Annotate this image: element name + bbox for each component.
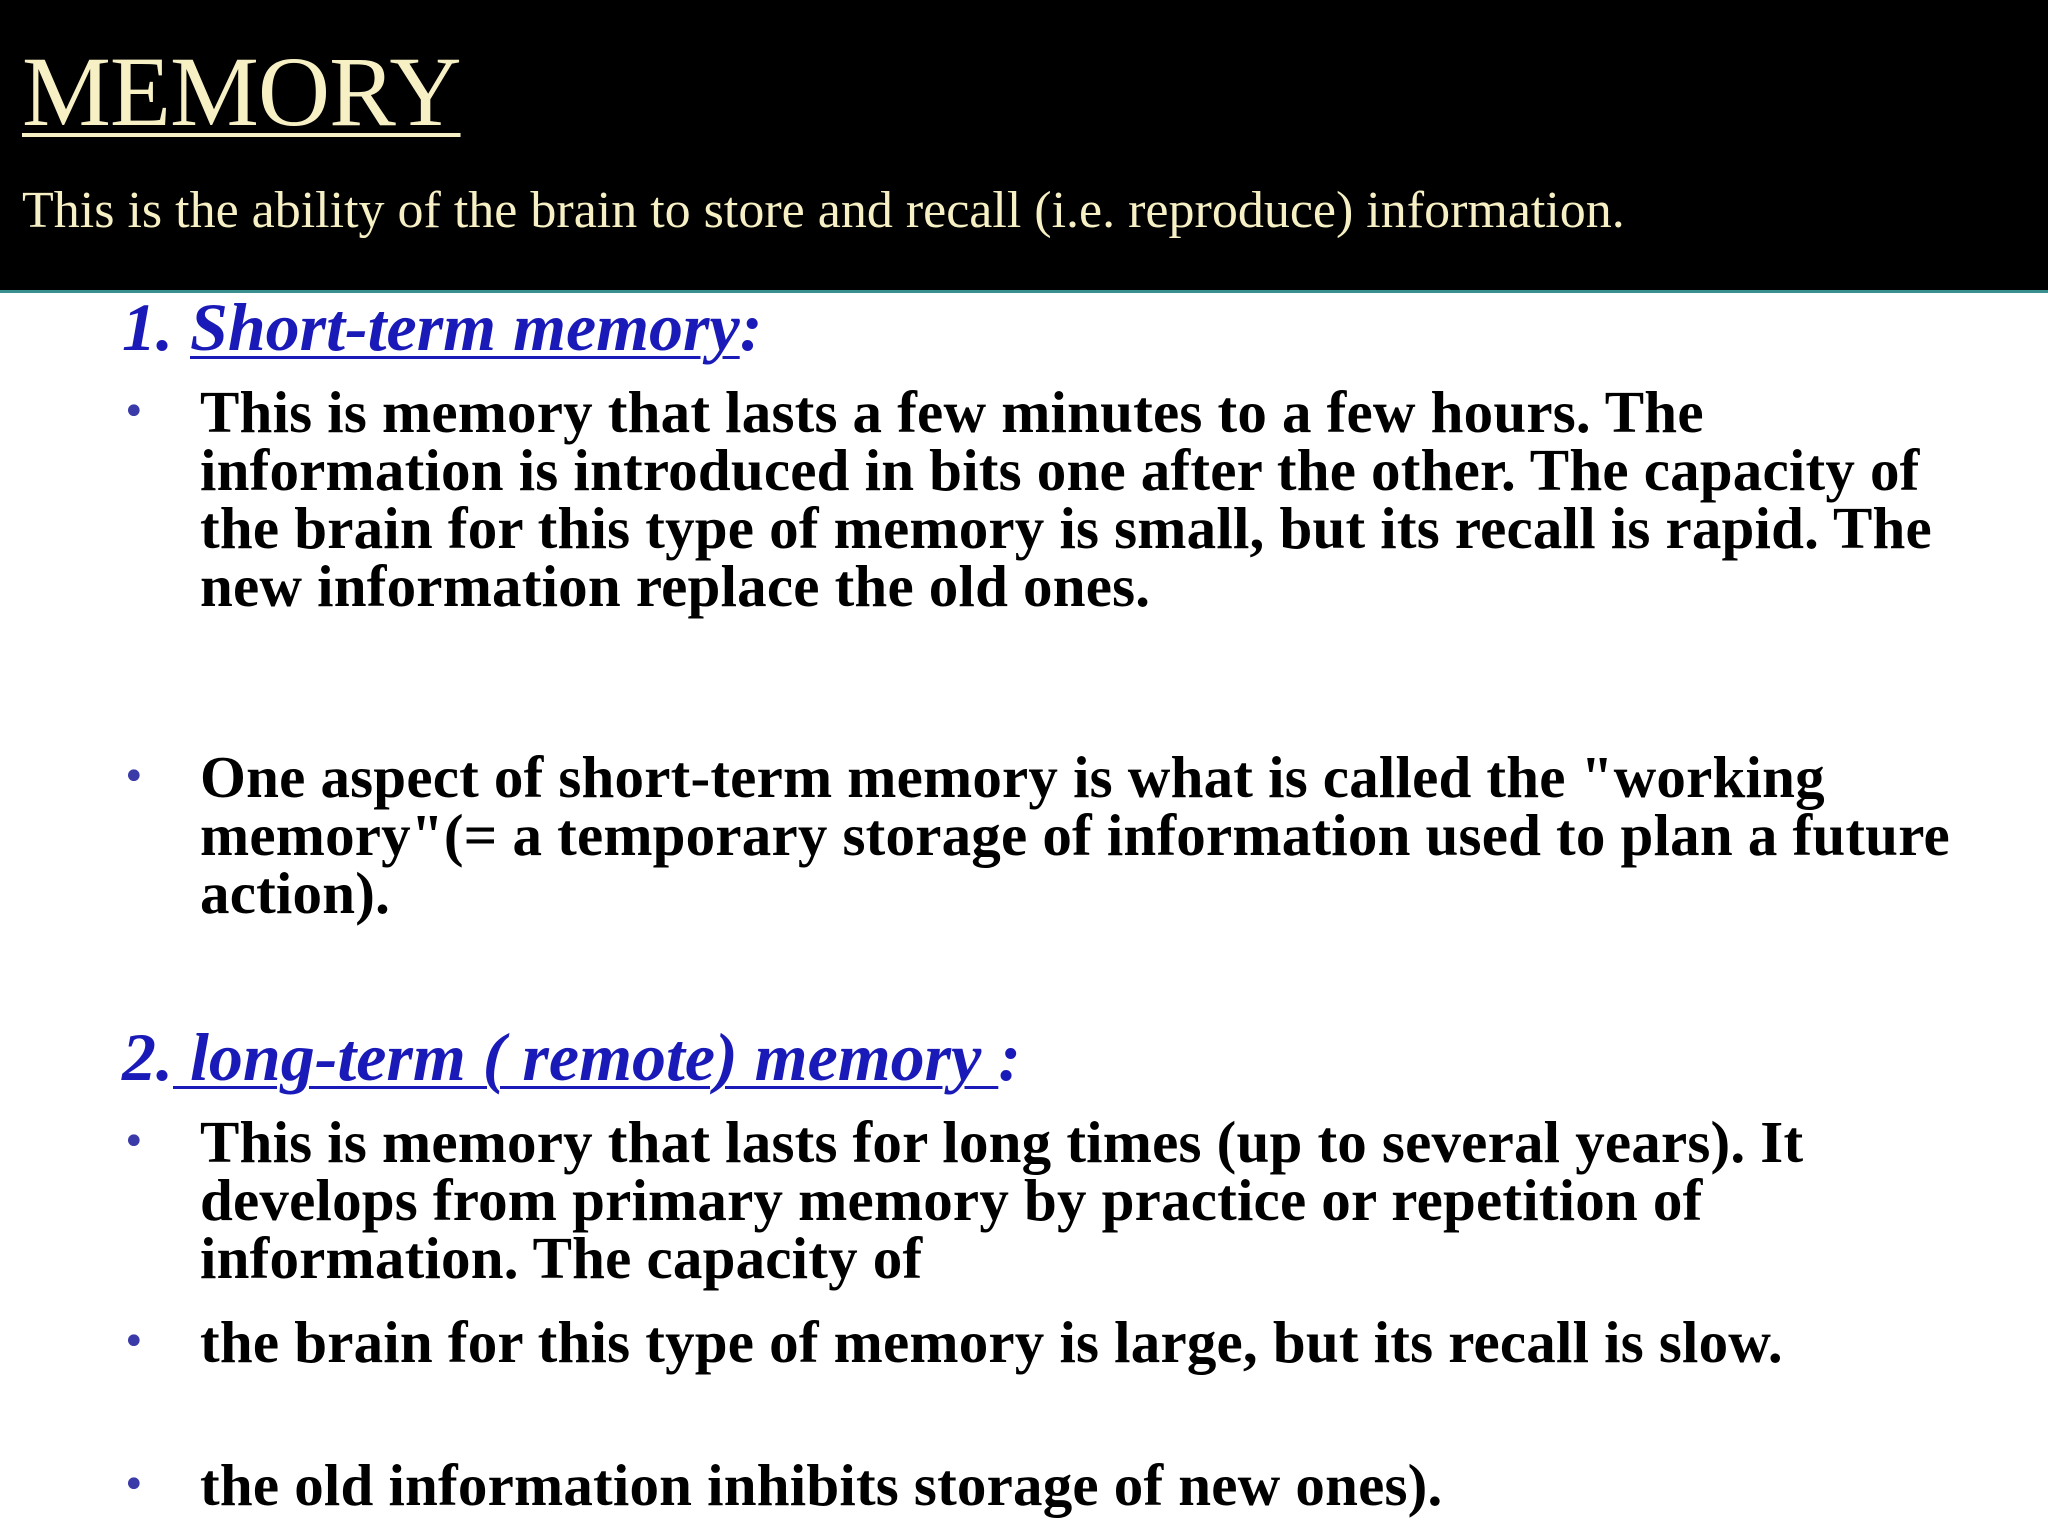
section-number: 2. xyxy=(122,1019,173,1095)
section-heading-long-term xyxy=(122,1019,1021,1095)
bullet-text: This is memory that lasts a few minutes to a few hours. The information is introduced in bits one after the other. The capacity of the brain for this type of memory is small, but its recall is rapid. The new information replace the old ones. xyxy=(200,379,1932,619)
bullet-item xyxy=(122,1309,2002,1375)
bullet-dot-icon: • xyxy=(122,1462,146,1508)
bullet-item xyxy=(122,379,2002,619)
bullet-item xyxy=(122,744,2002,926)
section-heading-short-term xyxy=(122,289,763,365)
bullet-item xyxy=(122,1109,2002,1291)
slide-body xyxy=(0,289,2048,1536)
section-heading-text: Short-term memory xyxy=(190,289,740,365)
bullet-text: One aspect of short-term memory is what is called the "working memory"(= a temporary storage of information used to plan a future action). xyxy=(200,744,1950,926)
section-heading-suffix: : xyxy=(998,1019,1021,1095)
slide-title: MEMORY xyxy=(22,36,461,147)
slide-subtitle: This is the ability of the brain to store and recall (i.e. reproduce) information. xyxy=(22,182,1625,239)
bullet-text: This is memory that lasts for long times (up to several years). It develops from primary memory by practice or repetition of information. The capacity of xyxy=(200,1109,1804,1291)
section-heading-suffix: : xyxy=(739,289,763,365)
slide-header-band xyxy=(0,0,2048,293)
section-number: 1. xyxy=(122,289,173,365)
bullet-item xyxy=(122,1452,2002,1518)
bullet-text: the old information inhibits storage of new ones). xyxy=(200,1452,1443,1518)
bullet-dot-icon: • xyxy=(122,1119,146,1165)
bullet-dot-icon: • xyxy=(122,389,146,435)
bullet-text: the brain for this type of memory is large, but its recall is slow. xyxy=(200,1309,1783,1375)
bullet-dot-icon: • xyxy=(122,1319,146,1365)
section-heading-text: long-term ( remote) memory xyxy=(173,1019,999,1095)
bullet-dot-icon: • xyxy=(122,754,146,800)
